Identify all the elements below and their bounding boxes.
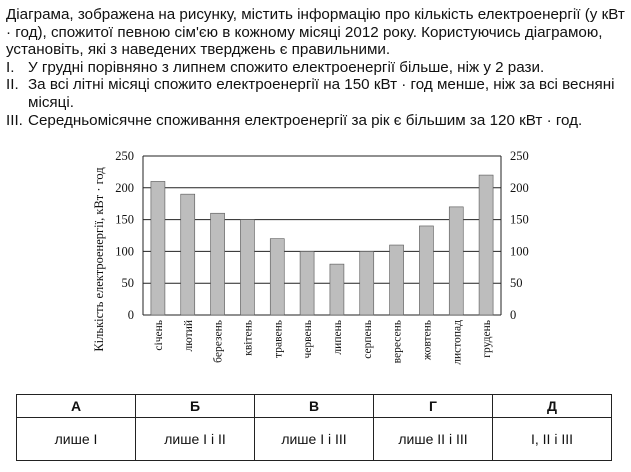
answer-table xyxy=(16,394,612,461)
y-tick-left-200: 200 xyxy=(115,180,134,195)
statement-3 xyxy=(6,112,626,130)
answer-option-v[interactable]: лише I і III xyxy=(255,418,374,461)
bar-10 xyxy=(419,226,433,315)
y-tick-right-0: 0 xyxy=(510,308,517,322)
y-tick-left-250: 250 xyxy=(115,149,134,163)
category-label-9: вересень xyxy=(391,320,404,364)
y-tick-right-100: 100 xyxy=(510,244,529,259)
category-label-10: жовтень xyxy=(421,320,434,361)
category-label-8: серпень xyxy=(361,320,374,359)
bar-7 xyxy=(330,264,344,315)
task-text xyxy=(6,6,626,129)
y-tick-left-100: 100 xyxy=(115,244,134,259)
statement-2 xyxy=(6,76,626,111)
category-label-2: лютий xyxy=(182,320,195,352)
category-label-12: грудень xyxy=(481,320,494,358)
answer-letters-row xyxy=(17,395,612,418)
bar-8 xyxy=(360,251,374,315)
y-axis-label: Кількість електроенергії, кВт · год xyxy=(92,167,106,352)
chart-ticks xyxy=(115,149,529,322)
y-tick-left-150: 150 xyxy=(115,212,134,227)
answer-letter-a: А xyxy=(17,395,136,418)
answer-option-h[interactable]: лише II і III xyxy=(374,418,493,461)
y-tick-right-50: 50 xyxy=(510,276,523,291)
category-label-4: квітень xyxy=(242,320,255,356)
answer-letter-b: Б xyxy=(136,395,255,418)
statement-1-text: У грудні порівняно з липнем спожито електроенергії більше, ніж у 2 рази. xyxy=(28,58,545,76)
statement-3-text: Середньомісячне споживання електроенергії за рік є більшим за 120 кВт · год. xyxy=(28,111,583,129)
bar-9 xyxy=(390,245,404,315)
statement-1-number: I. xyxy=(6,58,15,76)
bar-1 xyxy=(151,181,165,315)
bar-6 xyxy=(300,251,314,315)
category-label-3: березень xyxy=(212,320,225,363)
answer-letter-v: В xyxy=(255,395,374,418)
statement-1 xyxy=(6,59,626,77)
statement-2-number: II. xyxy=(6,76,19,94)
y-tick-left-0: 0 xyxy=(127,308,134,322)
bar-chart xyxy=(0,138,631,394)
answer-option-b[interactable]: лише I і II xyxy=(136,418,255,461)
bar-3 xyxy=(211,213,225,315)
category-label-11: листопад xyxy=(451,320,464,365)
answer-letter-h: Г xyxy=(374,395,493,418)
question-intro: Діаграма, зображена на рисунку, містить інформацію про кількість електроенергії (у кВт · год), спожитої певною сім'єю в кожному місяці 2012 року. Користуючись діаграмою, установіть, які з наведених тверджень є правильними. xyxy=(6,6,625,59)
chart-bars xyxy=(151,175,493,315)
chart-grid xyxy=(143,156,501,315)
answer-option-d[interactable]: I, II і III xyxy=(493,418,612,461)
statement-3-number: III. xyxy=(6,111,23,129)
y-tick-left-50: 50 xyxy=(121,276,134,291)
bar-2 xyxy=(181,194,195,315)
category-label-6: червень xyxy=(302,320,315,359)
chart-category-labels xyxy=(153,320,493,365)
bar-11 xyxy=(449,207,463,315)
bar-5 xyxy=(270,239,284,315)
answer-options-row xyxy=(17,418,612,461)
category-label-5: травень xyxy=(272,320,285,358)
category-label-1: січень xyxy=(152,320,165,351)
statement-2-text: За всі літні місяці спожито електроенергії на 150 кВт · год менше, ніж за всі весняні місяці. xyxy=(28,76,615,111)
y-tick-right-250: 250 xyxy=(510,149,529,163)
answer-letter-d: Д xyxy=(493,395,612,418)
y-tick-right-150: 150 xyxy=(510,212,529,227)
category-label-7: липень xyxy=(331,320,344,355)
bar-4 xyxy=(240,220,254,315)
bar-12 xyxy=(479,175,493,315)
answer-option-a[interactable]: лише I xyxy=(17,418,136,461)
y-tick-right-200: 200 xyxy=(510,180,529,195)
